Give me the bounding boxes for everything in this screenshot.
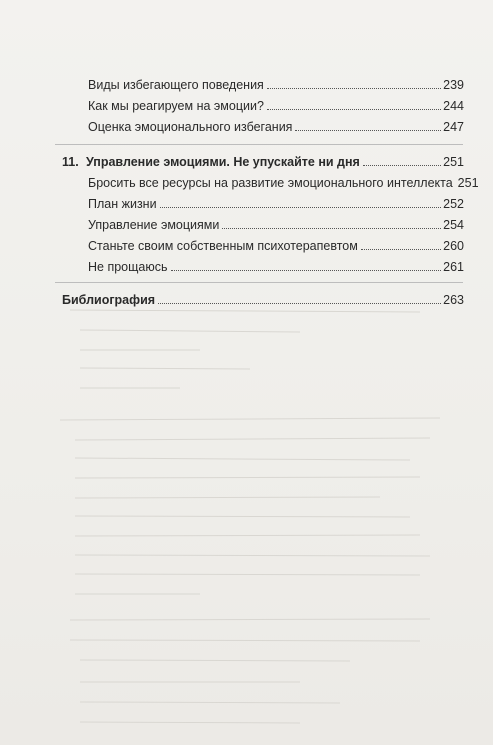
toc-entry[interactable] — [88, 239, 464, 253]
dot-leader — [363, 164, 441, 166]
toc-entry-page: 239 — [443, 78, 464, 92]
dot-leader — [222, 227, 441, 229]
toc-entry-page: 251 — [457, 176, 479, 190]
dot-leader — [361, 248, 441, 250]
toc-entry[interactable] — [88, 260, 464, 274]
toc-entry[interactable] — [88, 120, 464, 134]
toc-entry-label: Бросить все ресурсы на развитие эмоционального интеллекта — [88, 176, 453, 190]
dot-leader — [267, 108, 441, 110]
toc-entry-page: 244 — [443, 99, 464, 113]
section-divider — [55, 282, 463, 283]
bibliography-page: 263 — [443, 293, 464, 307]
dot-leader — [295, 129, 441, 131]
toc-entry[interactable] — [88, 99, 464, 113]
toc-chapter-entry[interactable] — [62, 155, 464, 169]
dot-leader — [160, 206, 442, 208]
dot-leader — [171, 269, 442, 271]
toc-entry-label: Станьте своим собственным психотерапевтом — [88, 239, 358, 253]
toc-entry-page: 247 — [443, 120, 464, 134]
toc-entry-page: 260 — [443, 239, 464, 253]
toc-entry-label: Оценка эмоционального избегания — [88, 120, 293, 134]
section-divider — [55, 144, 463, 145]
toc-entry[interactable] — [88, 218, 464, 232]
toc-entry-page: 254 — [443, 218, 464, 232]
bibliography-label: Библиография — [62, 293, 156, 307]
toc-bibliography-entry[interactable] — [62, 293, 464, 307]
chapter-title: Управление эмоциями. Не упускайте ни дня — [86, 155, 360, 169]
toc-entry[interactable] — [88, 197, 464, 211]
toc-entry-label: План жизни — [88, 197, 157, 211]
toc-entry-page: 252 — [443, 197, 464, 211]
toc-entry[interactable] — [88, 78, 464, 92]
toc-entry-label: Управление эмоциями — [88, 218, 220, 232]
dot-leader — [158, 302, 441, 304]
dot-leader — [267, 87, 441, 89]
toc-entry-page: 261 — [443, 260, 464, 274]
toc-entry[interactable] — [88, 176, 479, 190]
toc-entry-label: Как мы реагируем на эмоции? — [88, 99, 264, 113]
chapter-number: 11. — [62, 155, 79, 169]
toc-entry-label: Не прощаюсь — [88, 260, 168, 274]
toc-entry-label: Виды избегающего поведения — [88, 78, 264, 92]
chapter-page: 251 — [443, 155, 464, 169]
